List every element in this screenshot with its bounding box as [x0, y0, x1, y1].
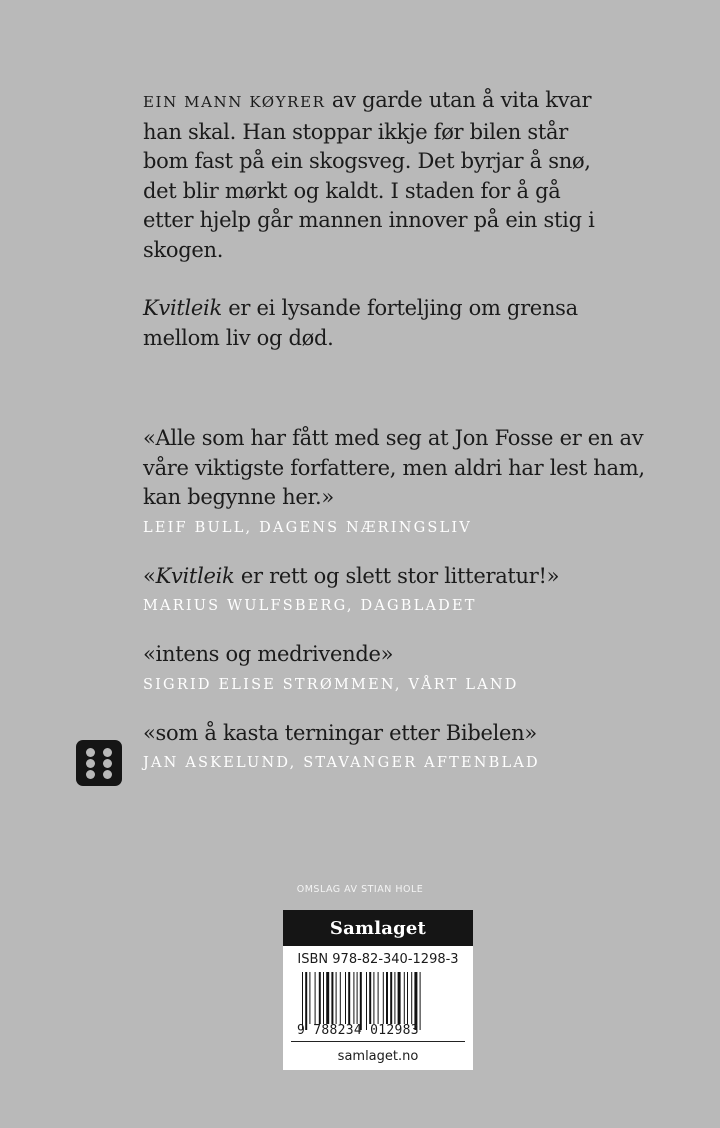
quote-text-part: «Alle som har fått med seg at Jon Fosse er en av våre viktigste forfattere, men aldri har lest ham, kan begynne her.» [143, 426, 645, 509]
quote-title: Kvitleik [155, 563, 235, 588]
barcode-bar [315, 972, 316, 1024]
review-quote [143, 424, 663, 539]
book-title: Kvitleik [143, 296, 222, 320]
quote-text-part: « [143, 563, 156, 588]
barcode-bar [348, 972, 350, 1024]
quote-source: MARIUS WULFSBERG, DAGBLADET [143, 598, 477, 614]
quote-source: SIGRID ELISE STRØMMEN, VÅRT LAND [143, 676, 519, 693]
barcode-bar [353, 972, 354, 1024]
barcode-bar [340, 972, 341, 1024]
barcode-bar [309, 972, 310, 1024]
blurb-text-2: er ei lysande forteljing om grensa mellom liv og død. [143, 296, 578, 350]
quote-text [143, 640, 663, 670]
publisher-url: samlaget.no [337, 1049, 419, 1064]
isbn-label: ISBN 978-82-340-1298-3 [297, 952, 459, 967]
barcode-bar [331, 972, 333, 1024]
review-quote [143, 640, 663, 696]
barcode-bar [369, 972, 371, 1024]
barcode-icon [298, 972, 458, 1030]
barcode-bar [357, 972, 358, 1024]
barcode-digits: 9 788234 012983 [297, 1023, 419, 1038]
barcode-bar [394, 972, 395, 1024]
quote-text-part: er rett og slett stor litteratur!» [234, 563, 560, 588]
review-quote [143, 719, 663, 775]
barcode-bar [414, 972, 417, 1030]
dice-six-icon [76, 740, 122, 786]
blurb-paragraph-2 [143, 294, 613, 353]
barcode-bar [398, 972, 401, 1024]
review-quotes [143, 424, 663, 797]
divider [291, 1041, 465, 1042]
quote-text [143, 562, 663, 592]
barcode-bar [323, 972, 324, 1024]
blurb-text-1: av garde utan å vita kvar han skal. Han stoppar ikkje før bilen står bom fast på ein skogsveg. Det byrjar å snø, det blir mørkt og kaldt. I staden for å gå etter hjelp går mannen innover på ein stig i skogen. [143, 88, 595, 262]
blurb [143, 86, 613, 353]
blurb-lead: EIN MANN KØYRER [143, 93, 326, 111]
barcode-bar [383, 972, 384, 1024]
barcode-bar [373, 972, 374, 1024]
barcode-bar [305, 972, 307, 1030]
barcode-bar [319, 972, 321, 1024]
cover-credit: OMSLAG AV STIAN HOLE [296, 884, 424, 895]
barcode-bar [302, 972, 303, 1030]
barcode-bar [345, 972, 346, 1024]
quote-text [143, 424, 663, 513]
quote-source: LEIF BULL, DAGENS NÆRINGSLIV [143, 519, 472, 536]
barcode-panel [283, 910, 473, 1070]
barcode-bar [407, 972, 408, 1024]
barcode-bar [404, 972, 405, 1024]
quote-text [143, 719, 663, 749]
barcode-bar [411, 972, 412, 1024]
barcode-bar [326, 972, 329, 1024]
quote-source: JAN ASKELUND, STAVANGER AFTENBLAD [143, 755, 540, 771]
blurb-paragraph-1 [143, 86, 613, 265]
publisher-logo: Samlaget [283, 910, 473, 946]
barcode-bar [420, 972, 421, 1030]
barcode-bar [336, 972, 337, 1024]
barcode-bar [360, 972, 362, 1030]
barcode-bar [366, 972, 367, 1030]
barcode-bar [390, 972, 392, 1024]
quote-text-part: «som å kasta terningar etter Bibelen» [143, 720, 537, 745]
barcode-bar [386, 972, 388, 1024]
quote-text-part: «intens og medrivende» [143, 642, 394, 666]
barcode-bar [378, 972, 379, 1024]
review-quote [143, 562, 663, 618]
